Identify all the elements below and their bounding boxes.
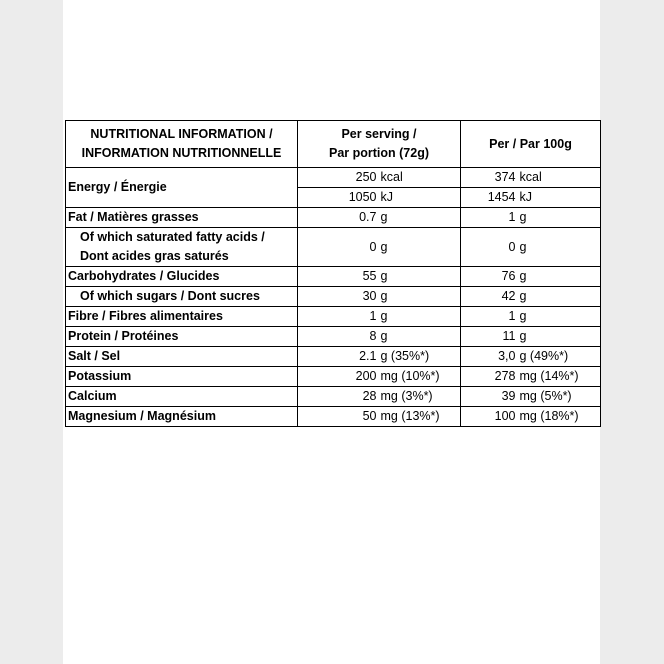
serving-unit: kJ	[379, 188, 461, 208]
serving-unit: g	[379, 208, 461, 228]
table-row-protein	[66, 327, 601, 347]
serving-value: 28	[298, 387, 379, 407]
header-nutrient-line2: INFORMATION NUTRITIONNELLE	[81, 146, 282, 160]
serving-value: 0.7	[298, 208, 379, 228]
table-row-energy-kcal	[66, 168, 601, 188]
serving-unit: g	[379, 287, 461, 307]
table-row-magnesium	[66, 407, 601, 427]
per100-unit: mg (18%*)	[518, 407, 601, 427]
serving-unit: g	[379, 267, 461, 287]
per100-value: 0	[461, 228, 518, 267]
header-per-serving	[298, 121, 461, 168]
serving-unit: mg (10%*)	[379, 367, 461, 387]
per100-unit: g	[518, 228, 601, 267]
row-label-saturated-line1: Of which saturated fatty acids /	[80, 230, 265, 244]
header-serving-line2: Par portion (72g)	[328, 146, 429, 160]
row-label-saturated-fat	[66, 228, 298, 267]
serving-value: 200	[298, 367, 379, 387]
row-label-magnesium: Magnesium / Magnésium	[66, 407, 298, 427]
per100-unit: g (49%*)	[518, 347, 601, 367]
per100-value: 1	[461, 307, 518, 327]
serving-value: 1	[298, 307, 379, 327]
per100-unit: mg (14%*)	[518, 367, 601, 387]
header-nutrient	[66, 121, 298, 168]
per100-unit: g	[518, 287, 601, 307]
row-label-carbohydrates: Carbohydrates / Glucides	[66, 267, 298, 287]
serving-value: 250	[298, 168, 379, 188]
per100-unit: g	[518, 267, 601, 287]
per100-value: 100	[461, 407, 518, 427]
per100-value: 374	[461, 168, 518, 188]
table-row-sugars	[66, 287, 601, 307]
table-row-potassium	[66, 367, 601, 387]
serving-value: 2.1	[298, 347, 379, 367]
per100-value: 76	[461, 267, 518, 287]
nutrition-table	[65, 120, 601, 427]
per100-value: 1454	[461, 188, 518, 208]
per100-value: 42	[461, 287, 518, 307]
per100-unit: mg (5%*)	[518, 387, 601, 407]
per100-value: 39	[461, 387, 518, 407]
row-label-protein: Protein / Protéines	[66, 327, 298, 347]
serving-value: 50	[298, 407, 379, 427]
serving-unit: g (35%*)	[379, 347, 461, 367]
per100-value: 278	[461, 367, 518, 387]
serving-unit: mg (13%*)	[379, 407, 461, 427]
serving-unit: g	[379, 327, 461, 347]
table-row-fibre	[66, 307, 601, 327]
per100-value: 11	[461, 327, 518, 347]
serving-value: 55	[298, 267, 379, 287]
per100-value: 3,0	[461, 347, 518, 367]
row-label-fibre: Fibre / Fibres alimentaires	[66, 307, 298, 327]
table-row-fat	[66, 208, 601, 228]
row-label-sugars: Of which sugars / Dont sucres	[66, 287, 298, 307]
table-row-salt	[66, 347, 601, 367]
header-nutrient-line1: NUTRITIONAL INFORMATION /	[90, 127, 273, 141]
row-label-fat: Fat / Matières grasses	[66, 208, 298, 228]
serving-value: 8	[298, 327, 379, 347]
per100-value: 1	[461, 208, 518, 228]
serving-unit: kcal	[379, 168, 461, 188]
row-label-salt: Salt / Sel	[66, 347, 298, 367]
table-header-row	[66, 121, 601, 168]
header-serving-line1: Per serving /	[341, 127, 417, 141]
row-label-calcium: Calcium	[66, 387, 298, 407]
per100-unit: g	[518, 307, 601, 327]
serving-unit: g	[379, 307, 461, 327]
per100-unit: kJ	[518, 188, 601, 208]
serving-value: 0	[298, 228, 379, 267]
table-row-saturated-fat	[66, 228, 601, 267]
table-row-carbohydrates	[66, 267, 601, 287]
serving-value: 1050	[298, 188, 379, 208]
serving-value: 30	[298, 287, 379, 307]
per100-unit: kcal	[518, 168, 601, 188]
serving-unit: g	[379, 228, 461, 267]
row-label-potassium: Potassium	[66, 367, 298, 387]
per100-unit: g	[518, 208, 601, 228]
serving-unit: mg (3%*)	[379, 387, 461, 407]
row-label-energy: Energy / Énergie	[66, 168, 298, 208]
row-label-saturated-line2: Dont acides gras saturés	[80, 249, 229, 263]
per100-unit: g	[518, 327, 601, 347]
table-row-calcium	[66, 387, 601, 407]
header-per-100g: Per / Par 100g	[461, 121, 601, 168]
